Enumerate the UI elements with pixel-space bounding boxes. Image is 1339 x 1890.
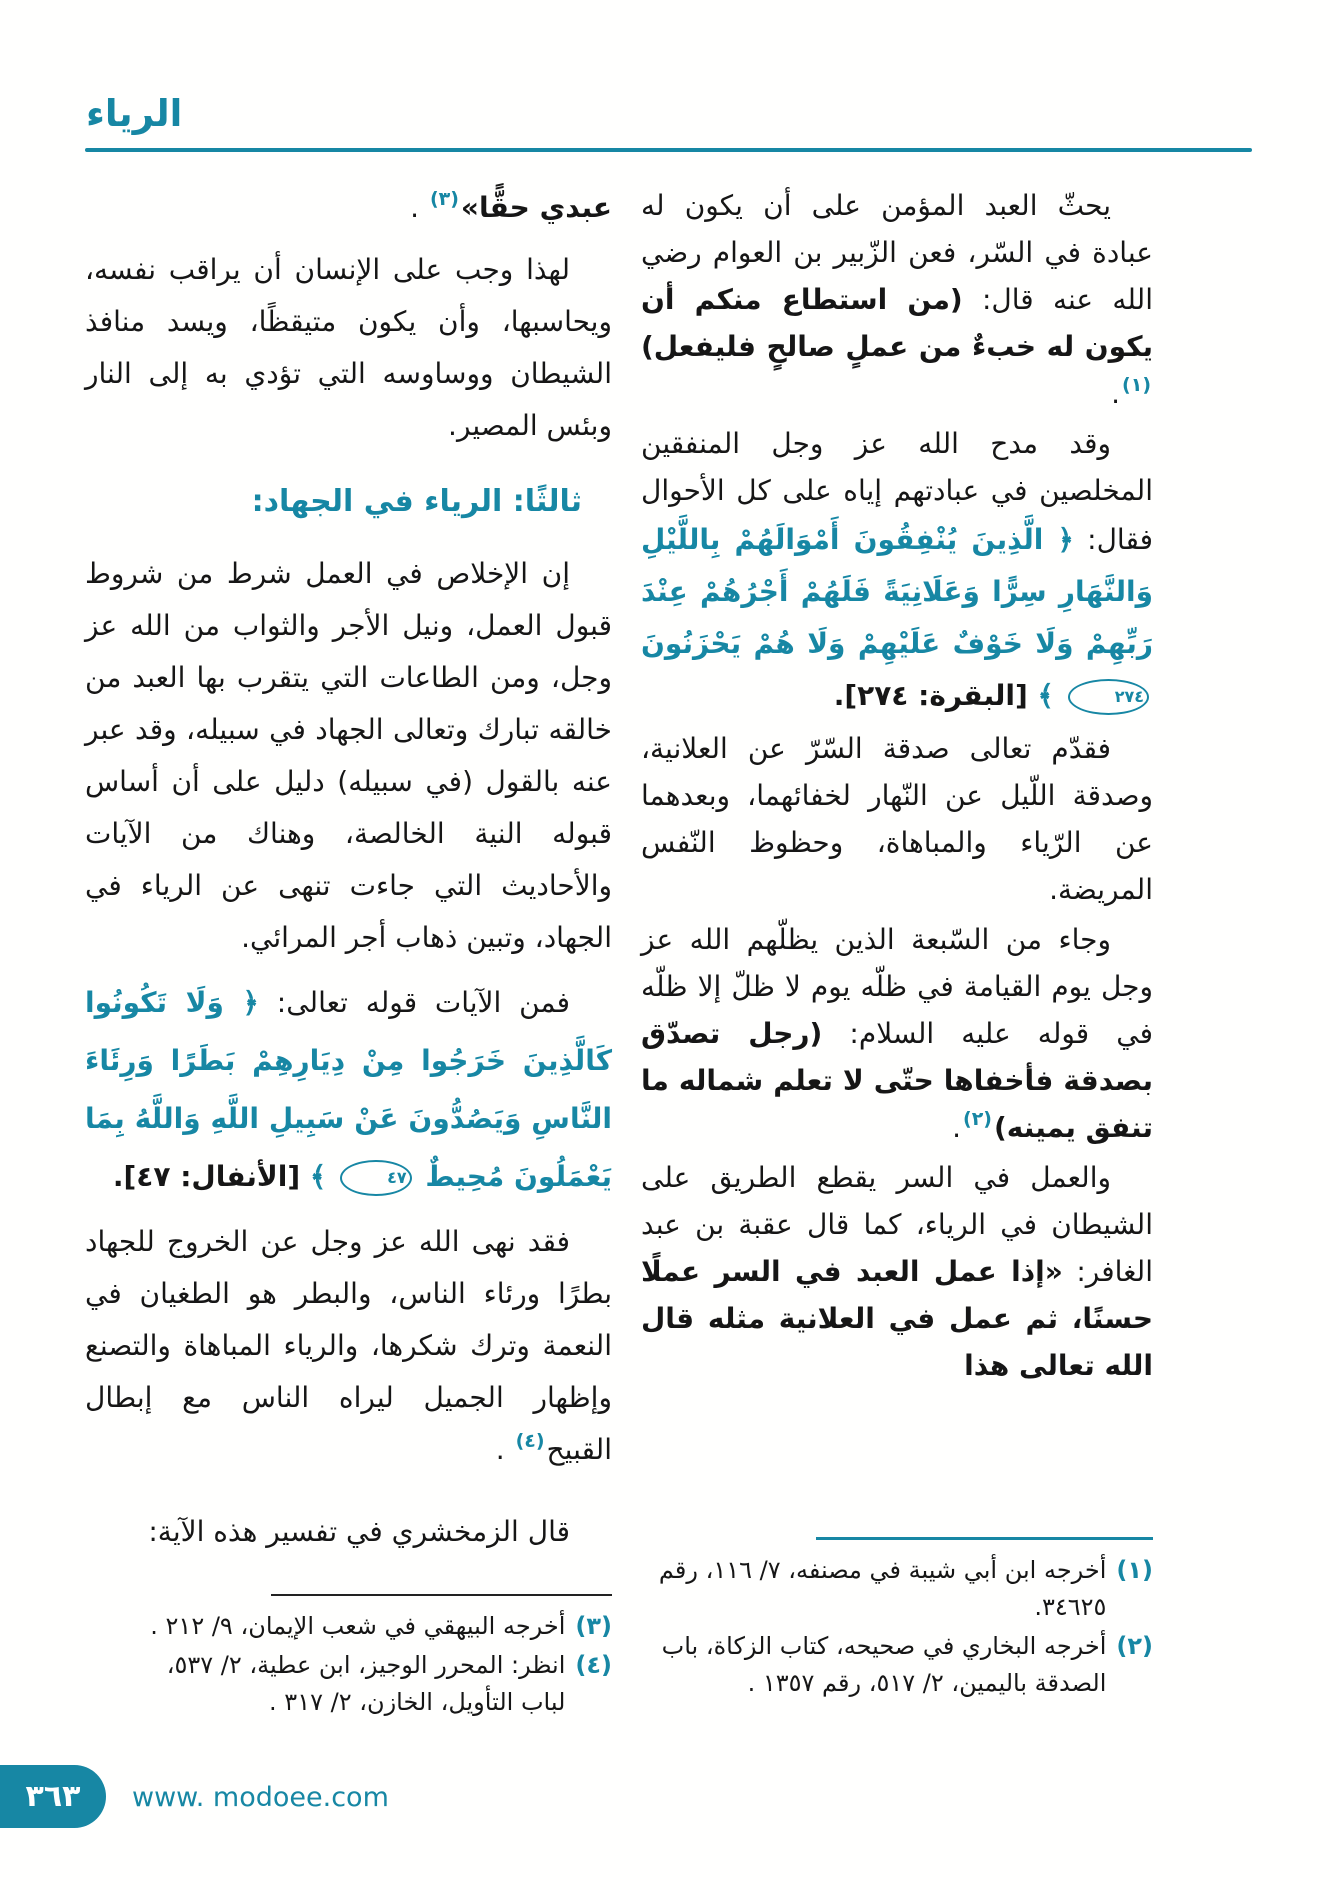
paragraph: [85, 182, 612, 234]
footnote-ref-4: (٤): [515, 1430, 545, 1452]
body-text: فقد نهى الله عز وجل عن الخروج للجهاد بطرًا ورئاء الناس، والبطر هو الطغيان في النعمة وترك شكرها، والرياء المباهاة والتصنع وإظهار الجميل ليراه الناس مع إبطال القبيح: [85, 1225, 612, 1466]
quran-verse-anfal: ﴿ وَلَا تَكُونُوا كَالَّذِينَ خَرَجُوا مِنْ دِيَارِهِمْ بَطَرًا وَرِئَاءَ النَّاسِ وَيَصُدُّونَ عَنْ سَبِيلِ اللَّهِ وَاللَّهُ بِمَا يَعْمَلُونَ مُحِيطٌ: [85, 986, 612, 1193]
paragraph: [641, 420, 1153, 722]
footnote-text: أخرجه البخاري في صحيحه، كتاب الزكاة، باب الصدقة باليمين، ٢/ ٥١٧، رقم ١٣٥٧ .: [661, 1632, 1107, 1697]
quran-close-bracket-icon: ﴾: [309, 1160, 337, 1193]
page-number-tab: [0, 1765, 106, 1828]
footnote-ref-3: (٣): [429, 188, 459, 210]
body-text: وجاء من السّبعة الذين يظلّهم الله عز وجل يوم القيامة في ظلّه يوم لا ظلّ إلا ظلّه في قوله عليه السلام:: [641, 923, 1154, 1050]
left-column: [85, 182, 612, 1568]
body-text: وقد مدح الله عز وجل المنفقين المخلصين في عبادتهم إياه على كل الأحوال فقال:: [641, 427, 1154, 556]
paragraph: [641, 182, 1153, 417]
body-text: فمن الآيات قوله تعالى:: [258, 986, 570, 1019]
footnote-item: [150, 1647, 612, 1721]
body-text: إن الإخلاص في العمل شرط من شروط قبول العمل، ونيل الأجر والثواب من الله عز وجل، ومن الطاعات التي يتقرب بها العبد من خالقه تبارك وتعالى الجهاد في سبيله، وقد عبر عنه بالقول (في سبيله) دليل على أن أساس قبوله النية الخالصة، وهناك من الآيات والأحاديث التي جاءت تنهى عن الرياء في الجهاد، وتبين ذهاب أجر المرائي.: [85, 557, 612, 954]
paragraph: [641, 916, 1153, 1151]
body-text: والعمل في السر يقطع الطريق على الشيطان في الرياء، كما قال عقبة بن عبد الغافر:: [641, 1161, 1153, 1288]
quran-close-bracket-icon: ﴾: [1037, 679, 1064, 712]
footnote-item: [641, 1552, 1153, 1626]
paragraph: [641, 725, 1153, 913]
paragraph: [85, 1506, 612, 1558]
paragraph: [85, 548, 612, 964]
body-text: .: [495, 1433, 514, 1466]
body-text: .: [952, 1111, 961, 1144]
footnote-item: [150, 1608, 612, 1645]
ayah-number-marker: ٤٧: [340, 1160, 412, 1196]
section-heading: ثالثًا: الرياء في الجهاد:: [251, 484, 582, 519]
paragraph: [85, 1216, 612, 1476]
footnote-number: (٢): [1116, 1632, 1153, 1660]
paragraph: [85, 244, 612, 452]
ayah-number-marker: ٢٧٤: [1068, 679, 1149, 715]
hadith-quote: (رجل تصدّق بصدقة فأخفاها حتّى لا تعلم شماله ما تنفق يمينه): [641, 1017, 1153, 1144]
footnote-ref-1: (١): [1122, 374, 1151, 396]
footnote-number: (٣): [575, 1612, 612, 1640]
paragraph: [85, 974, 612, 1206]
website-url: www. modoee.com: [132, 1782, 389, 1813]
footnotes-left: [85, 1594, 612, 1723]
body-text: يحثّ العبد المؤمن على أن يكون له عبادة في السّر، فعن الزّبير بن العوام رضي الله عنه قال:: [641, 189, 1153, 316]
running-head-title: الرياء: [86, 92, 183, 135]
athar-quote-continuation: عبدي حقًّا»: [460, 191, 612, 224]
paragraph: [641, 1154, 1153, 1389]
footnote-text: أخرجه ابن أبي شيبة في مصنفه، ٧/ ١١٦، رقم ٣٤٦٢٥.: [658, 1556, 1107, 1621]
footnote-number: (١): [1116, 1556, 1153, 1584]
body-text: لهذا وجب على الإنسان أن يراقب نفسه، ويحاسبها، وأن يكون متيقظًا، ويسد منافذ الشيطان ووساوسه التي تؤدي به إلى النار وبئس المصير.: [85, 253, 612, 442]
footnotes-right: [641, 1537, 1153, 1704]
footnote-ref-2: (٢): [963, 1108, 992, 1130]
body-text: فقدّم تعالى صدقة السّرّ عن العلانية، وصدقة اللّيل عن النّهار لخفائهما، وبعدهما عن الرّياء والمباهاة، وحظوظ النّفس المريضة.: [641, 732, 1153, 906]
right-column: [641, 182, 1153, 1392]
body-text: .: [410, 191, 428, 224]
header-rule: [85, 148, 1252, 152]
footnote-item: [641, 1628, 1153, 1702]
hadith-quote: (من استطاع منكم أن يكون له خبءٌ من عملٍ صالحٍ فليفعل): [641, 283, 1153, 363]
quran-verse-baqarah: ﴿ الَّذِينَ يُنْفِقُونَ أَمْوَالَهُمْ بِاللَّيْلِ وَالنَّهَارِ سِرًّا وَعَلَانِيَةً فَلَهُمْ أَجْرُهُمْ عِنْدَ رَبِّهِمْ وَلَا خَوْفٌ عَلَيْهِمْ وَلَا هُمْ يَحْزَنُونَ: [641, 523, 1153, 660]
footnote-number: (٤): [575, 1651, 612, 1679]
footnote-text: انظر: المحرر الوجيز، ابن عطية، ٢/ ٥٣٧، لباب التأويل، الخازن، ٢/ ٣١٧ .: [166, 1651, 566, 1716]
athar-quote: «إذا عمل العبد في السر عملًا حسنًا، ثم عمل في العلانية مثله قال الله تعالى هذا: [641, 1255, 1153, 1382]
quran-citation: [البقرة: ٢٧٤].: [833, 679, 1038, 712]
body-text: قال الزمخشري في تفسير هذه الآية:: [148, 1515, 570, 1548]
footnote-separator: [271, 1594, 612, 1596]
footnote-separator: [816, 1537, 1153, 1540]
quran-citation: [الأنفال: ٤٧].: [112, 1160, 310, 1193]
page-number: ٣٦٣: [25, 1779, 81, 1814]
body-text: .: [1111, 377, 1121, 410]
footnote-text: أخرجه البيهقي في شعب الإيمان، ٩/ ٢١٢ .: [150, 1612, 566, 1640]
